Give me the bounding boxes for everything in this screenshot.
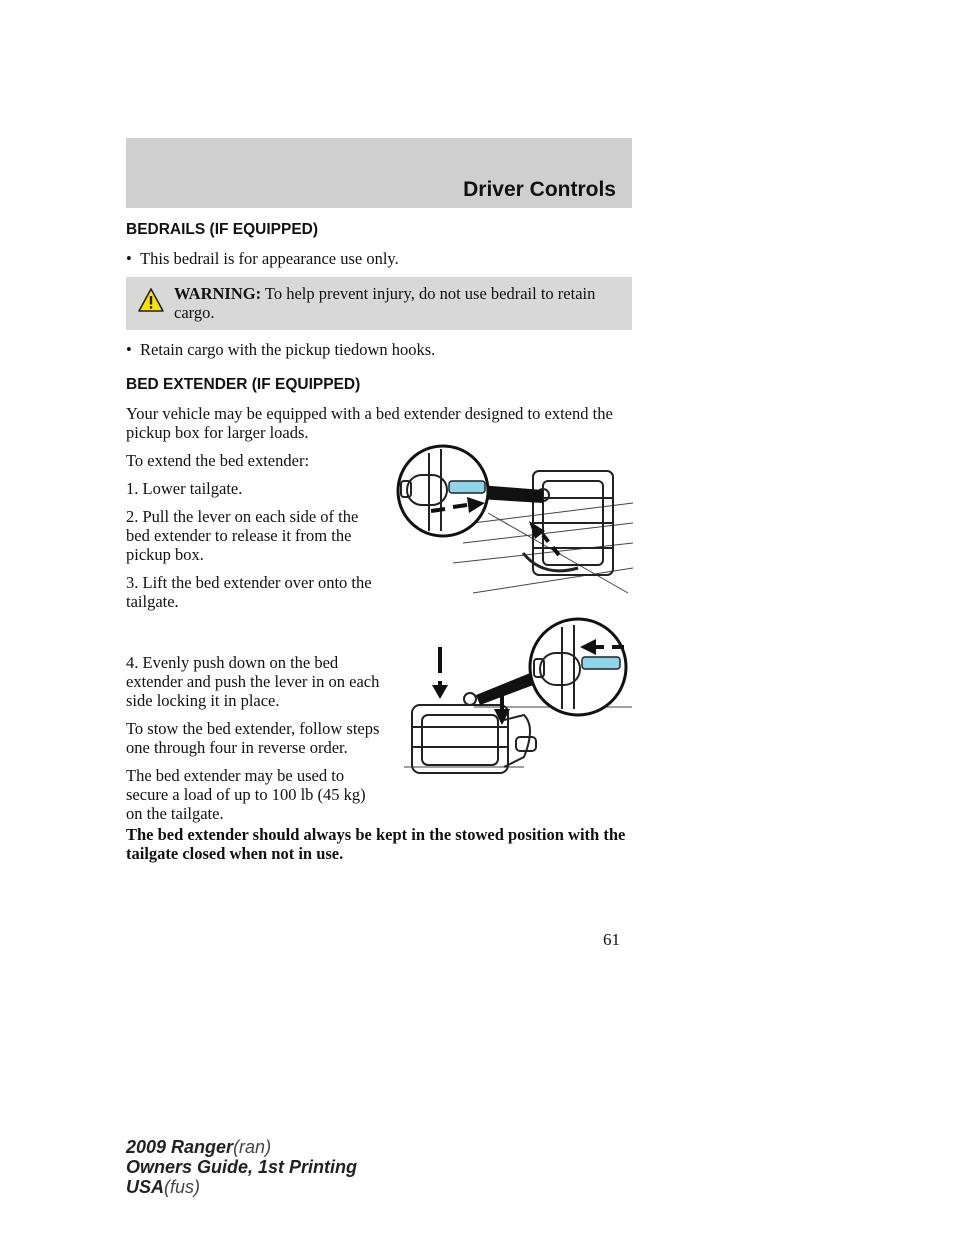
stow-warning-note: The bed extender should always be kept in the stowed position with the tailgate closed when not in use. (126, 825, 626, 863)
step-4: 4. Evenly push down on the bed extender and push the lever in on each side locking it in place. (126, 653, 380, 710)
footer-line-1 (126, 1137, 357, 1157)
warning-box (126, 277, 632, 330)
bedrails-bullet-1: • This bedrail is for appearance use only. (126, 249, 399, 268)
footer-line-2 (126, 1157, 357, 1177)
footer-model: 2009 Ranger (126, 1137, 234, 1157)
intro-paragraph: Your vehicle may be equipped with a bed extender designed to extend the pickup box for larger loads. (126, 404, 613, 442)
footer-market: USA (126, 1177, 165, 1197)
footer-model-code: (ran) (233, 1137, 272, 1157)
stow-instructions: To stow the bed extender, follow steps one through four in reverse order. (126, 719, 380, 757)
footer-market-code: (fus) (164, 1177, 201, 1197)
page-number: 61 (603, 930, 620, 949)
bed-extender-lock-illustration (404, 617, 632, 779)
step-3: 3. Lift the bed extender over onto the tailgate. (126, 573, 372, 611)
footer-printing: Owners Guide, 1st Printing (126, 1157, 358, 1177)
bedrails-heading: BEDRAILS (IF EQUIPPED) (126, 221, 319, 238)
warning-label: WARNING: (174, 284, 262, 303)
bed-extender-heading: BED EXTENDER (IF EQUIPPED) (126, 376, 361, 393)
document-footer (126, 1137, 357, 1197)
bed-extender-release-illustration (393, 443, 633, 595)
step-2: 2. Pull the lever on each side of the bed extender to release it from the pickup box. (126, 507, 359, 564)
warning-text: To help prevent injury, do not use bedrail to retain cargo. (174, 284, 596, 322)
footer-line-3 (126, 1177, 357, 1197)
step-1: 1. Lower tailgate. (126, 479, 243, 498)
bullet-text: Retain cargo with the pickup tiedown hooks. (140, 340, 436, 359)
page-header (126, 138, 632, 208)
load-note: The bed extender may be used to secure a load of up to 100 lb (45 kg) on the tailgate. (126, 766, 366, 823)
warning-triangle-icon (138, 288, 164, 312)
bedrails-bullet-2: • Retain cargo with the pickup tiedown hooks. (126, 340, 436, 359)
section-title: Driver Controls (463, 178, 616, 201)
to-extend-text: To extend the bed extender: (126, 451, 310, 470)
bullet-text: This bedrail is for appearance use only. (140, 249, 399, 268)
